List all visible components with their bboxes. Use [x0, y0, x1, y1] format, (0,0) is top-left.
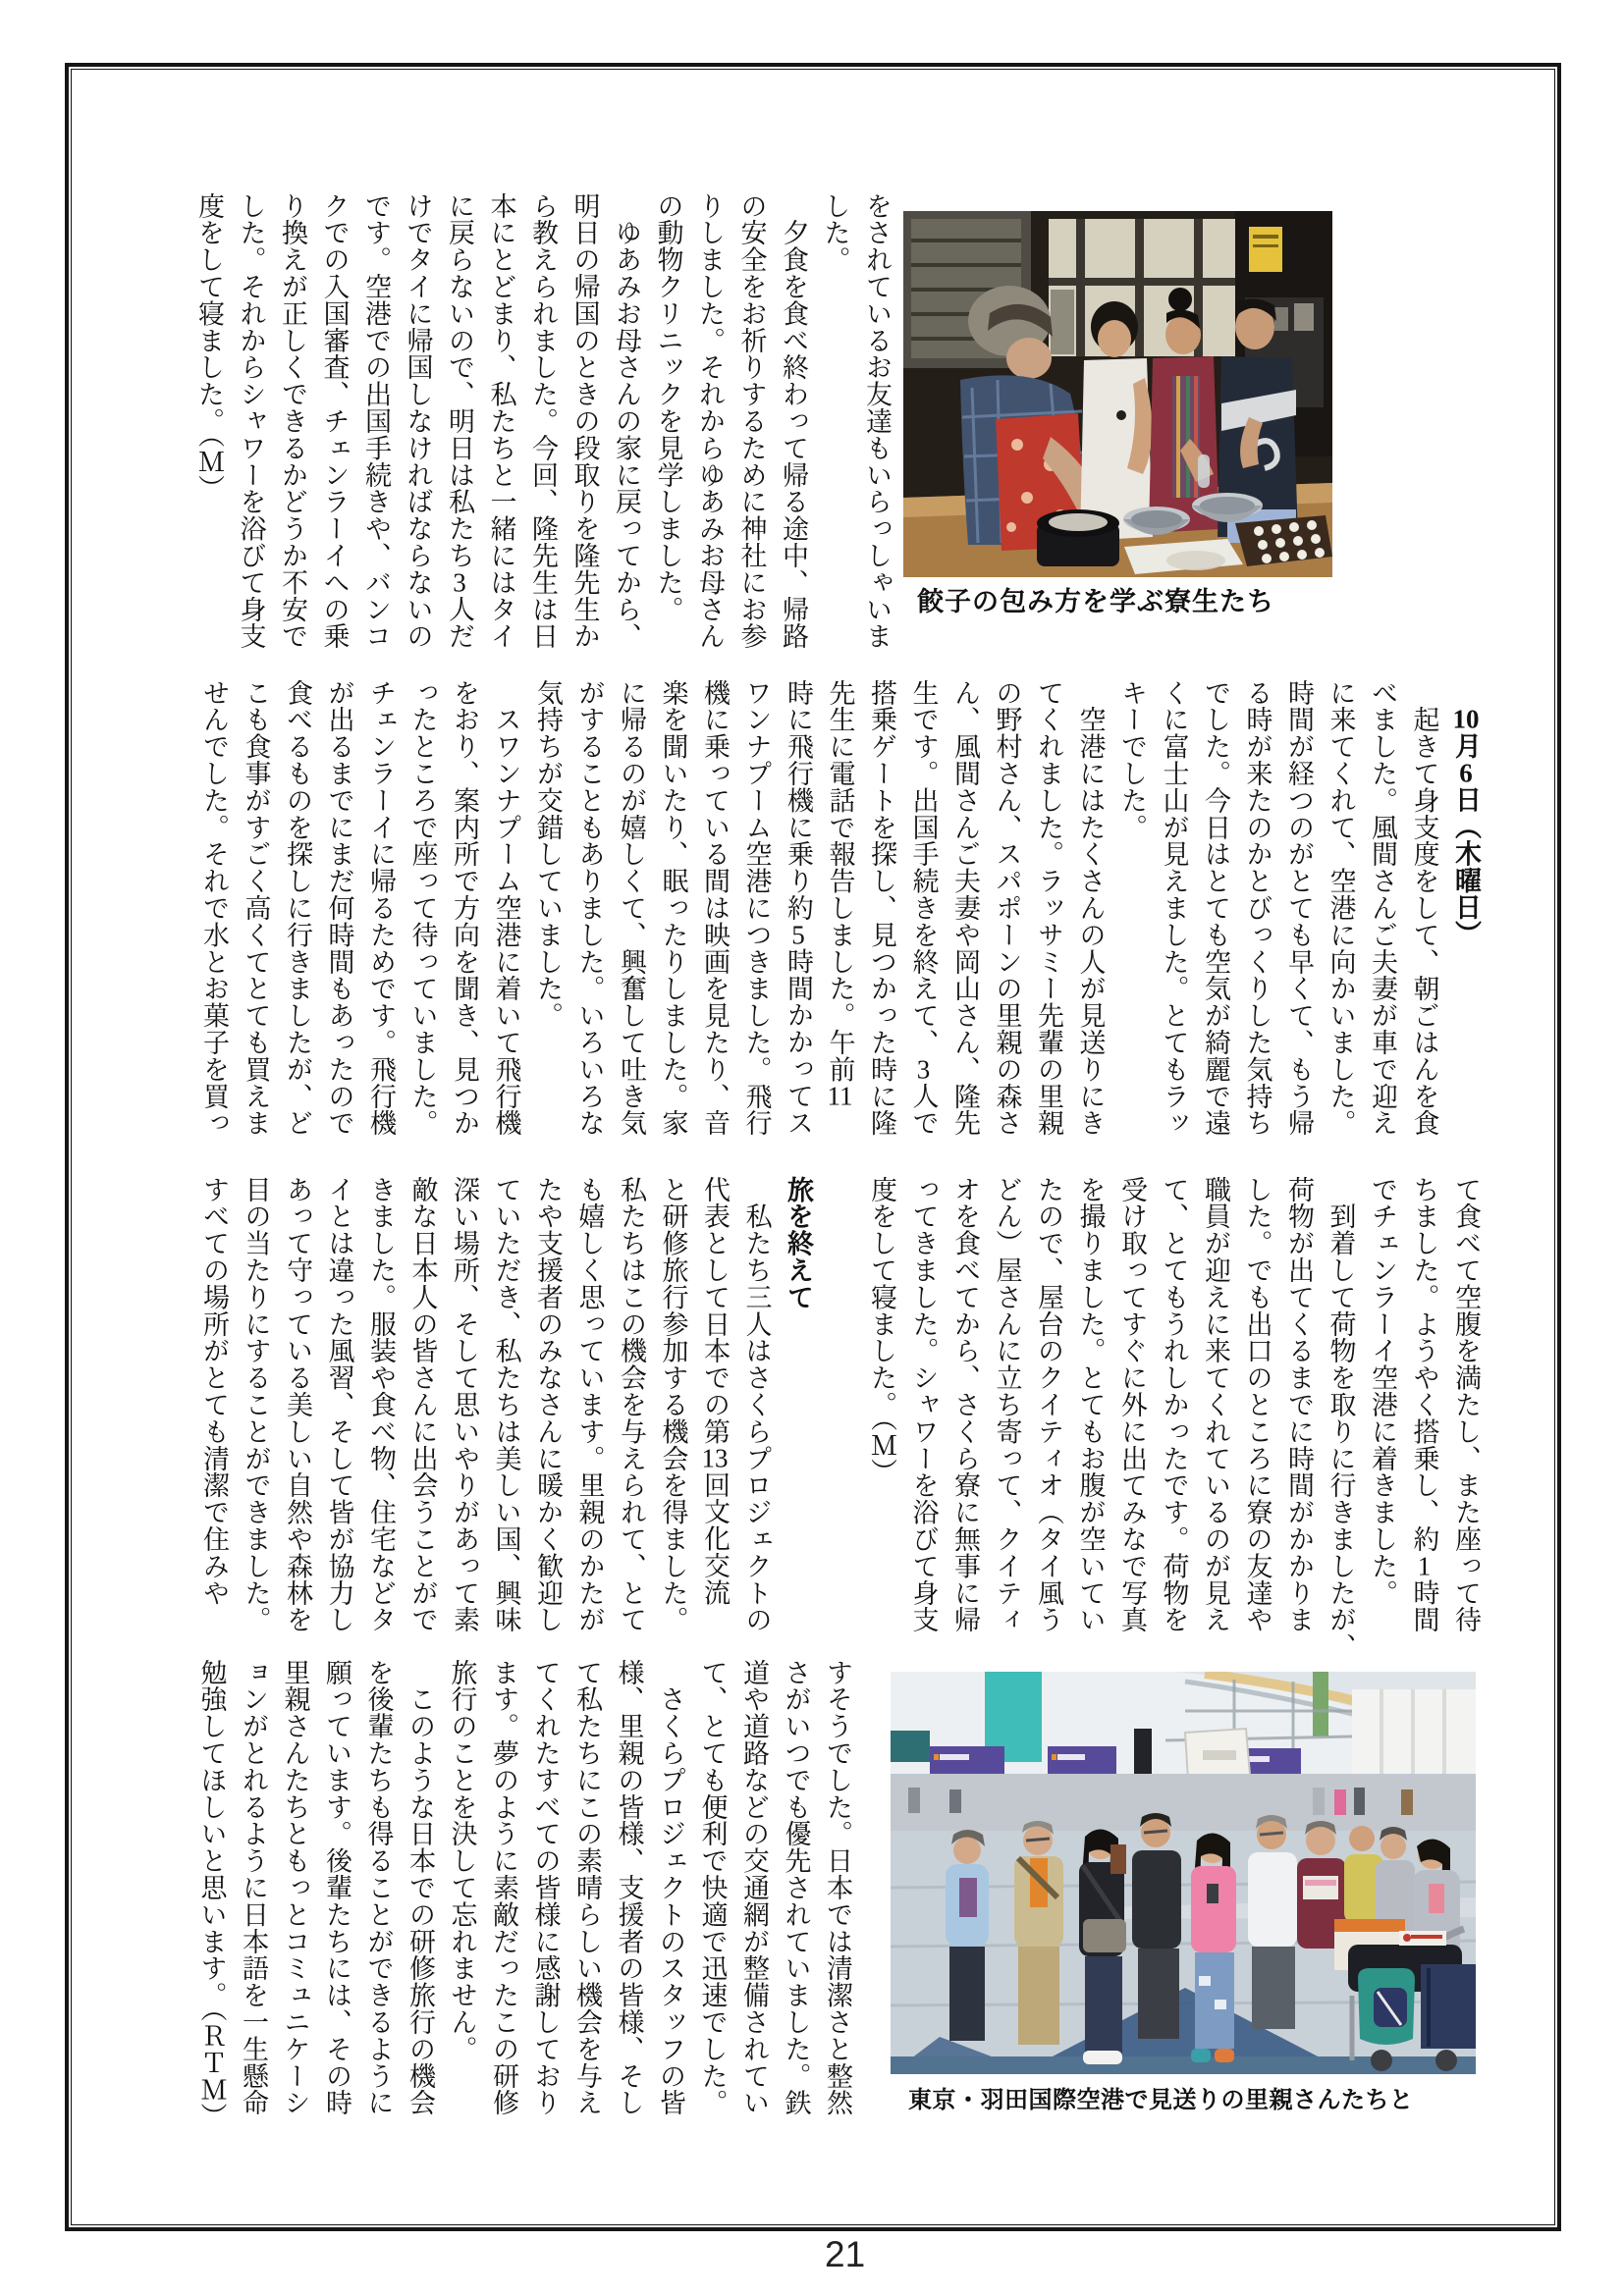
text-column: の野村さん、スパポーンの里親の森さ — [992, 679, 1022, 1137]
text-column: キーでした。 — [1117, 679, 1147, 841]
text-column: 度をして寝ました。（Ｍ） — [867, 1176, 896, 1486]
text-column: さくらプロジェクトのスタッフの皆 — [656, 1659, 685, 2116]
text-column: の安全をお祈りするために神社にお参 — [736, 192, 767, 650]
text-column: 到着して荷物を取りに行きましたが、 — [1326, 1176, 1356, 1661]
text-column: 時に飛行機に乗り約5時間かかってス — [784, 679, 813, 1137]
text-column: に来てくれて、空港に向かいました。 — [1326, 679, 1356, 1137]
text-column: イとは違った風習、そして皆が協力し — [324, 1176, 354, 1633]
text-column: くに富士山が見えました。とてもラッ — [1159, 679, 1189, 1137]
text-column: した。それからシャワーを浴びて身支 — [236, 192, 266, 650]
text-column: スワンナプーム空港に着いて飛行機 — [491, 679, 521, 1137]
text-column: に戻らないので、明日は私たち3人だ — [445, 192, 474, 650]
photo-caption-airport: 東京・羽田国際空港で見送りの里親さんたちと — [908, 2087, 1414, 2113]
text-column: クでの入国審査、チェンラーイへの乗 — [319, 192, 350, 650]
text-column: 空港にはたくさんの人が見送りにき — [1075, 679, 1106, 1137]
text-column: でした。今日はとても空気が綺麗で遠 — [1201, 679, 1230, 1137]
text-column: る時が来たのかとびっくりした気持ち — [1242, 679, 1272, 1137]
text-column: 明日の帰国のときの段取りを隆先生か — [569, 192, 600, 650]
text-column: べました。風間さんご夫妻が車で迎え — [1368, 679, 1397, 1137]
section-heading: 10月6日（木曜日） — [1451, 706, 1481, 948]
text-column: ってきました。シャワーを浴びて身支 — [908, 1176, 939, 1633]
text-column: をされているお友達もいらっしゃいま — [862, 192, 892, 650]
text-column: 機に乗っている間は映画を見たり、音 — [700, 679, 730, 1137]
text-column: ったところで座って待っていました。 — [407, 679, 438, 1137]
text-column: 本にとどまり、私たちと一緒にはタイ — [486, 192, 516, 650]
text-column: て、とても便利で快適で迅速でした。 — [697, 1659, 728, 2116]
text-column: 気持ちが交錯していました。 — [533, 679, 563, 1030]
text-column: 職員が迎えに来てくれているのが見え — [1201, 1176, 1230, 1633]
photo-gyoza-lesson — [903, 211, 1332, 616]
text-column: てくれました。ラッサミー先輩の里親 — [1034, 679, 1063, 1137]
text-column: こも食事がすごく高くてとても買えま — [241, 679, 271, 1137]
text-column: ます。夢のように素敵だったこの研修 — [489, 1659, 518, 2116]
text-column: が出るまでにまだ何時間もあったので — [324, 679, 354, 1137]
text-column: 時間が経つのがとても早くて、もう帰 — [1284, 679, 1314, 1137]
gyoza-photo-image — [903, 211, 1332, 577]
text-column: した。でも出口のところに寮の友達や — [1242, 1176, 1272, 1633]
airport-photo-image — [891, 1672, 1476, 2074]
text-column: きました。服装や食べ物、住宅などタ — [366, 1176, 396, 1633]
text-column: たや支援者のみなさんに暖かく歓迎し — [533, 1176, 563, 1633]
text-column: 深い場所、そして思いやりがあって素 — [450, 1176, 479, 1633]
text-column: ちました。ようやく搭乗し、約1時間 — [1409, 1176, 1439, 1633]
text-column: どん）屋さんに立ち寄って、クイティ — [992, 1176, 1022, 1633]
text-column: した。 — [820, 192, 850, 274]
text-column: がすることもありました。いろいろな — [574, 679, 605, 1137]
text-column: ョンがとれるように日本語を一生懸命 — [239, 1659, 268, 2116]
text-column: ていただき、私たちは美しい国、興味 — [491, 1176, 521, 1633]
text-column: けでタイに帰国しなければならないの — [403, 192, 433, 650]
text-column: て食べて空腹を満たし、また座って待 — [1451, 1176, 1481, 1633]
text-column: 楽を聞いたり、眠ったりしました。家 — [658, 679, 688, 1137]
text-column: 里親さんたちともっとコミュニケーシ — [280, 1659, 310, 2116]
text-band-1 — [187, 192, 897, 662]
text-column: 旅行のことを決して忘れません。 — [447, 1659, 477, 2062]
text-column: り換えが正しくできるかどうか不安で — [278, 192, 307, 650]
text-column: すそうでした。日本では清潔さと整然 — [823, 1659, 852, 2116]
text-column: 私たち三人はさくらプロジェクトの — [741, 1176, 772, 1633]
section-heading: 旅を終えて — [784, 1176, 813, 1310]
text-column: を後輩たちも得ることができるように — [363, 1659, 394, 2116]
text-column — [819, 1176, 861, 1645]
text-column: ら教えられました。今回、隆先生は日 — [528, 192, 558, 650]
text-column: ん、風間さんご夫妻や岡山さん、隆先 — [950, 679, 980, 1137]
text-column: 食べるものを探しに行きましたが、ど — [283, 679, 312, 1137]
text-column: せんでした。それで水とお菓子を買っ — [199, 679, 229, 1137]
photo-caption-gyoza: 餃子の包み方を学ぶ寮生たち — [917, 587, 1274, 616]
text-column: も嬉しく思っています。里親のかたが — [574, 1176, 605, 1633]
text-column: 受け取ってすぐに外に出てみなで写真 — [1117, 1176, 1147, 1633]
text-band-2 — [189, 679, 1487, 1148]
text-column: 夕食を食べ終わって帰る途中、帰路 — [779, 192, 808, 650]
text-column: りしました。それからゆあみお母さん — [695, 192, 725, 650]
text-column: チェンラーイに帰るためです。飛行機 — [366, 679, 396, 1137]
text-column: をおり、案内所で方向を聞き、見つか — [450, 679, 479, 1137]
text-column: 生です。出国手続きを終えて、3人で — [908, 679, 939, 1137]
text-column: 荷物が出てくるまでに時間がかかりま — [1284, 1176, 1314, 1633]
text-column: すべての場所がとても清潔で住みや — [199, 1176, 229, 1607]
text-column: 度をして寝ました。（Ｍ） — [194, 192, 224, 503]
text-column: て私たちにこの素晴らしい機会を与え — [572, 1659, 602, 2116]
text-column: 私たちはこの機会を与えられて、とて — [617, 1176, 646, 1633]
text-column: 代表として日本での第13回文化交流 — [700, 1176, 730, 1606]
text-column: の動物クリニックを見学しました。 — [653, 192, 683, 623]
text-column: 勉強してほしいと思います。（ＲＴＭ） — [196, 1659, 227, 2130]
text-column: ワンナプーム空港につきました。飛行 — [741, 679, 772, 1137]
text-column: に帰るのが嬉しくて、興奮して吐き気 — [617, 679, 646, 1137]
text-column: です。空港での出国手続きや、バンコ — [361, 192, 391, 650]
text-column: オを食べてから、さくら寮に無事に帰 — [950, 1176, 980, 1633]
text-column: てくれたすべての皆様に感謝しており — [530, 1659, 561, 2116]
text-column: 道や道路などの交通網が整備されてい — [739, 1659, 769, 2116]
text-column: 起きて身支度をして、朝ごはんを食 — [1409, 679, 1439, 1137]
text-column: と研修旅行参加する機会を得ました。 — [658, 1176, 688, 1633]
text-column: 先生に電話で報告しました。午前11 — [825, 679, 855, 1109]
text-column: あって守っている美しい自然や森林を — [283, 1176, 312, 1633]
text-column: を撮りました。とてもお腹が空いてい — [1075, 1176, 1106, 1633]
text-column: 目の当たりにすることができました。 — [241, 1176, 271, 1633]
photo-airport-sendoff — [891, 1672, 1476, 2113]
text-column: このような日本での研修旅行の機会 — [406, 1659, 435, 2116]
text-band-4 — [187, 1659, 858, 2162]
text-band-3 — [189, 1176, 1487, 1661]
text-column: 搭乗ゲートを探し、見つかった時に隆 — [867, 679, 896, 1137]
text-column: 願っています。後輩たちには、その時 — [322, 1659, 352, 2116]
text-column: でチェンラーイ空港に着きました。 — [1368, 1176, 1397, 1607]
text-column: 様、里親の皆様、支援者の皆様、そし — [614, 1659, 644, 2116]
text-column: たので、屋台のクイティオ（タイ風う — [1034, 1176, 1063, 1633]
text-column: て、とてもうれしかったです。荷物を — [1159, 1176, 1189, 1633]
text-column: ゆあみお母さんの家に戻ってから、 — [612, 192, 641, 650]
text-column: 敵な日本人の皆さんに出会うことがで — [407, 1176, 438, 1633]
text-column: さがいつでも優先されていました。鉄 — [781, 1659, 811, 2116]
page-number: 21 — [825, 2234, 866, 2274]
